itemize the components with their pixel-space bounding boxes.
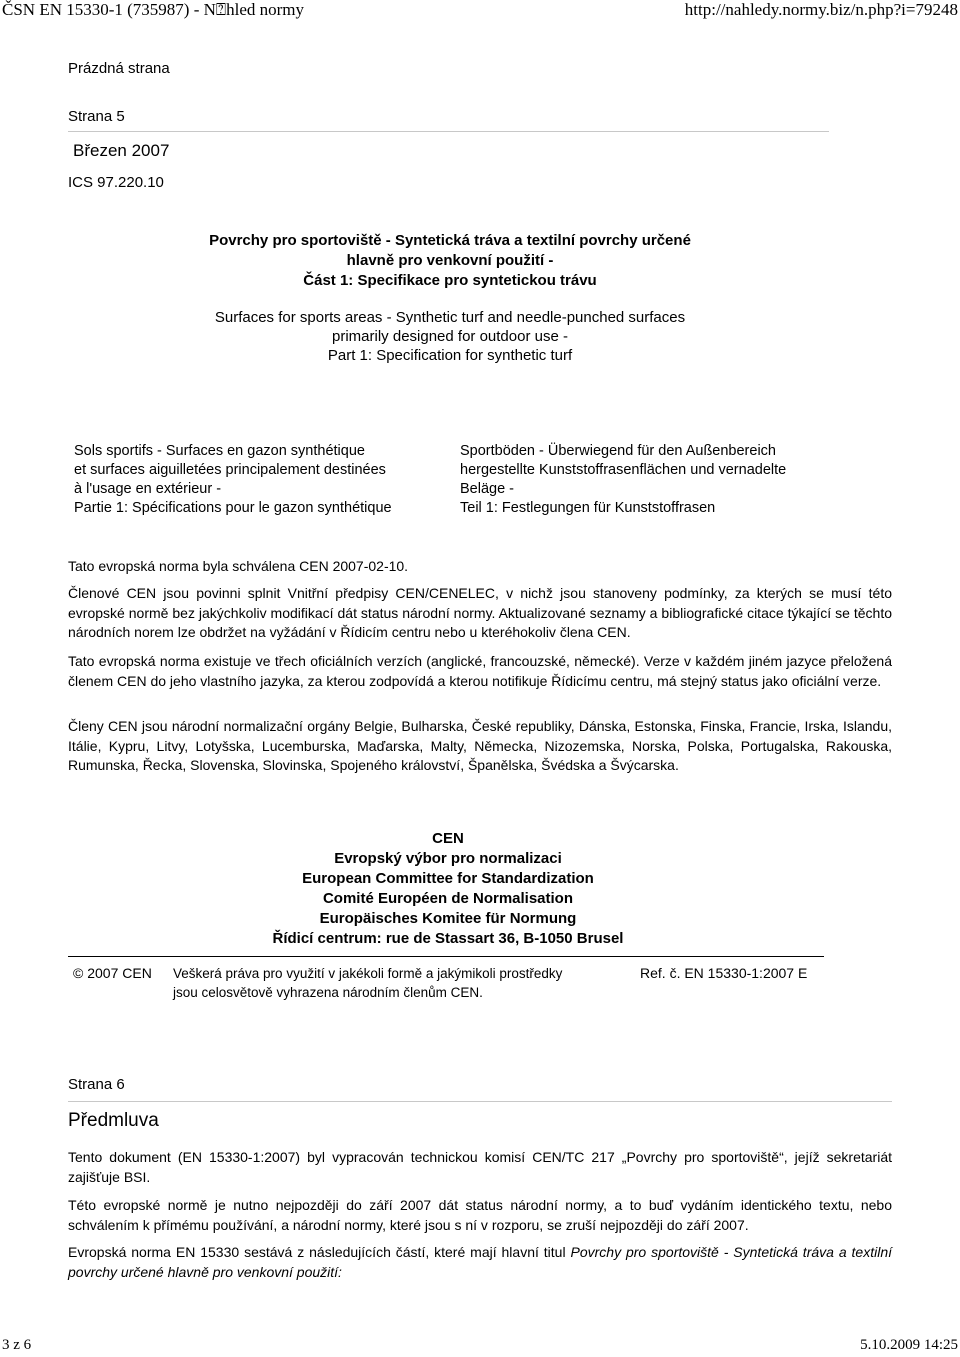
cen-line: Europäisches Komitee für Normung [319,910,577,927]
cen-address-block [148,829,748,949]
title-german [460,442,860,518]
foreword-paragraph-3 [68,1243,892,1282]
rights-notice [173,964,613,1002]
title-english [150,308,750,365]
title-czech [150,231,750,291]
page-counter: 3 z 6 [2,1337,32,1353]
rights-line: jsou celosvětově vyhrazena národním členům CEN. [173,985,483,1000]
title-line: hergestellte Kunststoffrasenflächen und vernadelte [460,462,787,478]
empty-page-label: Prázdná strana [68,60,170,77]
print-header [0,0,960,20]
cen-line: CEN [432,830,464,847]
cen-line: Evropský výbor pro normalizaci [334,850,562,867]
divider [68,956,824,957]
members-obligation-paragraph: Členové CEN jsou povinni splnit Vnitřní předpisy CEN/CENELEC, v nichž jsou stanoveny podmínky, za kterých se musí této evropské normě bez jakýchkoliv modifikací dát status národní normy. Aktualizované seznamy a bibliografické citace týkající se těchto národních norem lze obdržet na vyžádání v Řídicím centru nebo u kteréhokoliv člena CEN. [68,585,892,640]
page-number-6: Strana 6 [68,1076,125,1093]
cen-line: Comité Européen de Normalisation [322,890,574,907]
title-french [74,442,454,518]
foreword-paragraph-2: Této evropské normě je nutno nejpozději do září 2007 dát status národní normy, a to buď vydáním identického textu, nebo schválením k přímému používání, a národní normy, které jsou s ní v rozporu, se zruší nejpozději do září 2007. [68,1197,892,1233]
ics-code: ICS 97.220.10 [68,174,164,191]
title-line: Sportböden - Überwiegend für den Außenbereich [460,443,776,459]
title-line: Partie 1: Spécifications pour le gazon synthétique [74,500,392,516]
title-line: Část 1: Specifikace pro syntetickou trávu [303,272,597,289]
title-line: Teil 1: Festlegungen für Kunststoffrasen [460,500,716,516]
title-line: Part 1: Specification for synthetic turf [327,347,573,364]
foreword-paragraph-1: Tento dokument (EN 15330-1:2007) byl vypracován technickou komisí CEN/TC 217 „Povrchy pro sportoviště“, jejíž sekretariát zajišťuje BSI. [68,1149,892,1185]
rights-line: Veškerá práva pro využití v jakékoli formě a jakýmikoli prostředky [173,966,563,981]
paragraph-text: Evropská norma EN 15330 sestává z následujících částí, které mají hlavní titul [68,1244,571,1260]
document-title: ČSN EN 15330-1 (735987) - N⍰hled normy [2,0,305,19]
cen-line: European Committee for Standardization [302,870,594,887]
foreword-heading: Předmluva [68,1110,159,1131]
title-line: Sols sportifs - Surfaces en gazon synthétique [74,443,365,459]
approval-note: Tato evropská norma byla schválena CEN 2007-02-10. [68,558,409,574]
series-title: Povrchy pro sportoviště - Syntetická tráva a textilní povrchy určené hlavně pro venkovní použití: [68,1244,893,1280]
page-url: http://nahledy.normy.biz/n.php?i=79248 [684,0,958,19]
title-line: Povrchy pro sportoviště - Syntetická tráva a textilní povrchy určené [209,232,691,249]
copyright-notice: © 2007 CEN [73,965,152,981]
cen-members-paragraph: Členy CEN jsou národní normalizační orgány Belgie, Bulharska, České republiky, Dánska, Estonska, Finska, Francie, Irska, Islandu, Itálie, Kypru, Litvy, Lotyšska, Lucemburska, Maďarska, Malty, Německa, Nizozemska, Norska, Polska, Portugalska, Rakouska, Rumunska, Řecka, Slovenska, Slovinska, Spojeného království, Španělska, Švédska a Švýcarska. [68,718,892,773]
divider [68,1101,892,1102]
cen-line: Řídicí centrum: rue de Stassart 36, B-1050 Brusel [272,930,624,947]
title-line: à l'usage en extérieur - [74,481,222,497]
title-line: hlavně pro venkovní použití - [346,252,554,269]
print-footer [0,1337,960,1357]
official-versions-paragraph: Tato evropská norma existuje ve třech oficiálních verzích (anglické, francouzské, německé). Verze v každém jiném jazyce přeložená členem CEN do jeho vlastního jazyka, za kterou zodpovídá a kterou notifikuje Řídicímu centru, má stejný status jako oficiální verze. [68,653,892,689]
title-line: primarily designed for outdoor use - [332,328,568,345]
title-line: Surfaces for sports areas - Synthetic turf and needle-punched surfaces [214,309,686,326]
print-timestamp: 5.10.2009 14:25 [860,1337,958,1353]
issue-date: Březen 2007 [73,141,170,160]
title-line: Beläge - [460,481,515,497]
divider [68,131,829,132]
reference-number: Ref. č. EN 15330-1:2007 E [640,965,808,981]
page-number-5: Strana 5 [68,108,125,125]
title-line: et surfaces aiguilletées principalement destinées [74,462,386,478]
